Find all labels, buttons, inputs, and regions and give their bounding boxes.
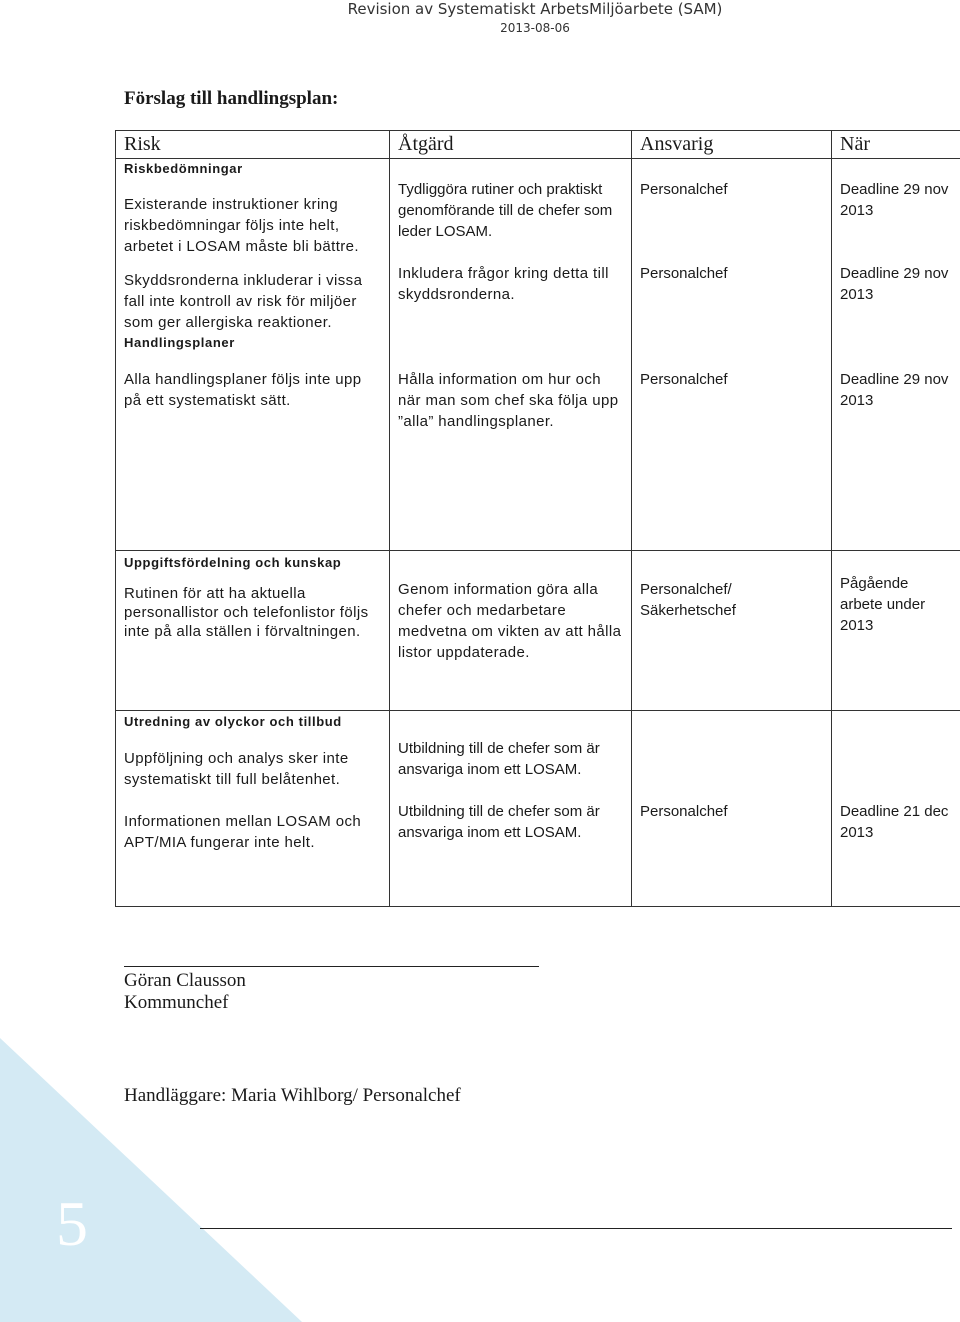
risk-description: Alla handlingsplaner följs inte upp på ett systematiskt sätt. bbox=[124, 371, 362, 409]
page-header bbox=[0, 0, 960, 36]
action-cell bbox=[390, 159, 632, 551]
action-cell bbox=[390, 711, 632, 907]
column-header-ansvarig: Ansvarig bbox=[632, 131, 832, 159]
when-text: Deadline 29 nov 2013 bbox=[840, 265, 949, 303]
risk-category-heading: Handlingsplaner bbox=[124, 335, 235, 350]
when-text: Deadline 29 nov 2013 bbox=[840, 371, 949, 409]
corner-decoration bbox=[0, 1038, 302, 1322]
handler-line: Handläggare: Maria Wihlborg/ Personalchef bbox=[124, 1085, 461, 1106]
when-text: Deadline 21 dec 2013 bbox=[840, 803, 949, 841]
risk-description: Skyddsronderna inkluderar i vissa fall inte kontroll av risk för miljöer som ger allergiska reaktioner. bbox=[124, 272, 363, 331]
column-header-atgard: Åtgärd bbox=[390, 131, 632, 159]
responsible-text: Personalchef bbox=[640, 803, 728, 820]
table-row bbox=[116, 551, 960, 711]
document-date: 2013-08-06 bbox=[500, 21, 570, 35]
risk-category-heading: Uppgiftsfördelning och kunskap bbox=[124, 555, 342, 570]
table-row bbox=[116, 159, 960, 551]
action-text: Hålla information om hur och när man som chef ska följa upp ”alla” handlingsplaner. bbox=[398, 371, 619, 430]
responsible-cell bbox=[632, 159, 832, 551]
action-text: Utbildning till de chefer som är ansvariga inom ett LOSAM. bbox=[398, 803, 600, 841]
action-text: Genom information göra alla chefer och medarbetare medvetna om vikten av att hålla listor uppdaterade. bbox=[398, 581, 622, 661]
document-title: Revision av Systematiskt ArbetsMiljöarbete (SAM) bbox=[347, 0, 723, 18]
footer-line bbox=[200, 1228, 952, 1229]
when-cell bbox=[832, 551, 960, 711]
action-text: Inkludera frågor kring detta till skyddsronderna. bbox=[398, 265, 609, 303]
responsible-text: Personalchef/ Säkerhetschef bbox=[640, 581, 736, 619]
risk-description: Existerande instruktioner kring riskbedömningar följs inte helt, arbetet i LOSAM måste bli bättre. bbox=[124, 196, 359, 255]
section-title: Förslag till handlingsplan: bbox=[124, 88, 339, 109]
responsible-cell bbox=[632, 551, 832, 711]
action-text: Tydliggöra rutiner och praktiskt genomförande till de chefer som leder LOSAM. bbox=[398, 181, 613, 240]
risk-description: Informationen mellan LOSAM och APT/MIA fungerar inte helt. bbox=[124, 813, 362, 851]
risk-category-heading: Riskbedömningar bbox=[124, 161, 243, 176]
responsible-text: Personalchef bbox=[640, 371, 728, 388]
responsible-text: Personalchef bbox=[640, 265, 728, 282]
action-plan-table bbox=[115, 130, 960, 907]
action-cell bbox=[390, 551, 632, 711]
table-header-row bbox=[116, 131, 960, 159]
column-header-nar: När bbox=[832, 131, 960, 159]
risk-cell bbox=[116, 711, 390, 907]
signature-line bbox=[124, 966, 539, 967]
column-header-risk: Risk bbox=[116, 131, 390, 159]
page-number: 5 bbox=[56, 1188, 88, 1259]
table-row bbox=[116, 711, 960, 907]
signatory-title: Kommunchef bbox=[124, 992, 229, 1013]
responsible-text: Personalchef bbox=[640, 181, 728, 198]
risk-description: Uppföljning och analys sker inte systematiskt till full belåtenhet. bbox=[124, 750, 349, 788]
risk-cell bbox=[116, 551, 390, 711]
when-cell bbox=[832, 159, 960, 551]
signatory-name: Göran Clausson bbox=[124, 970, 246, 991]
when-text: Pågående arbete under 2013 bbox=[840, 575, 926, 634]
when-text: Deadline 29 nov 2013 bbox=[840, 181, 949, 219]
risk-cell bbox=[116, 159, 390, 551]
action-text: Utbildning till de chefer som är ansvariga inom ett LOSAM. bbox=[398, 740, 600, 778]
risk-description: Rutinen för att ha aktuella personallistor och telefonlistor följs inte på alla ställen i förvaltningen. bbox=[124, 585, 369, 640]
when-cell bbox=[832, 711, 960, 907]
risk-category-heading: Utredning av olyckor och tillbud bbox=[124, 714, 342, 729]
responsible-cell bbox=[632, 711, 832, 907]
